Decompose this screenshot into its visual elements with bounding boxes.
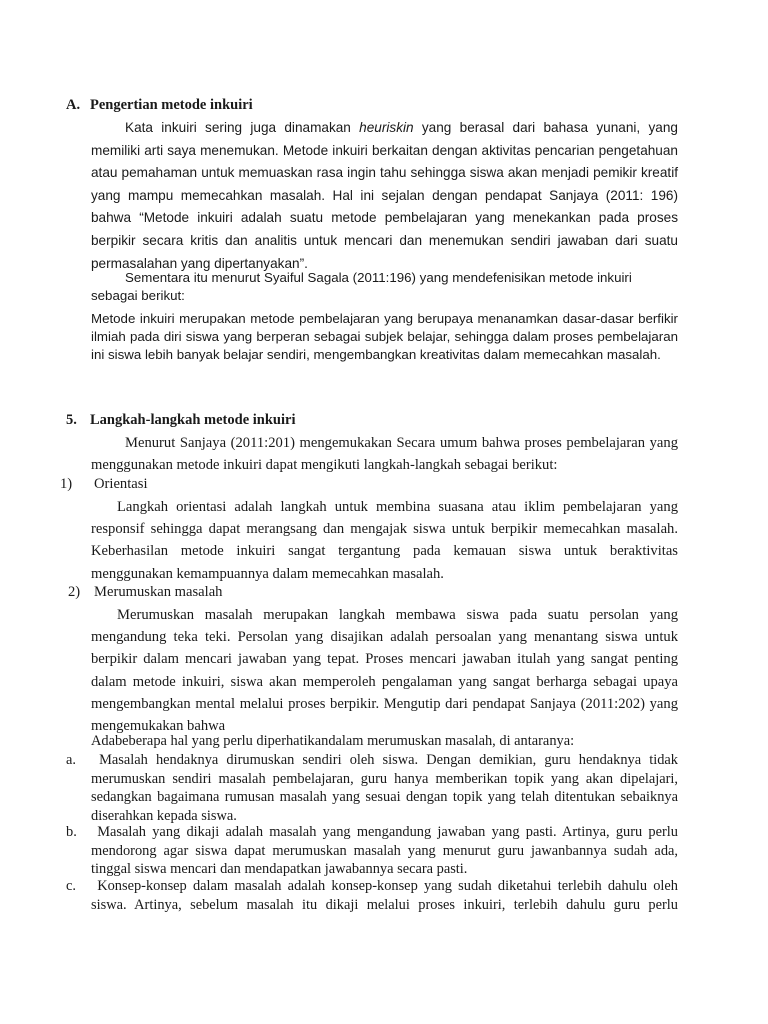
- para1-italic-term: heuriskin: [359, 120, 414, 135]
- list-item-a-first-line: Masalah hendaknya dirumuskan sendiri oleh siswa. Dengan demikian, guru hendaknya tidak: [99, 752, 678, 768]
- list-item-c: [66, 877, 678, 914]
- definition-quote: Metode inkuiri merupakan metode pembelajaran yang berupaya menanamkan dasar-dasar berfikir ilmiah pada diri siswa yang berperan sebagai subjek belajar, sehingga dalam proses pembelajaran ini siswa lebih banyak belajar sendiri, mengembangkan kreativitas dalam memecahkan masalah.: [91, 311, 678, 362]
- section-5-heading: [66, 412, 295, 429]
- para1-text-pre: Kata inkuiri sering juga dinamakan: [125, 120, 360, 135]
- section-5-marker: 5.: [66, 412, 77, 428]
- section-a-paragraph-2: [91, 269, 678, 305]
- step-1-body-text: Langkah orientasi adalah langkah untuk membina suasana atau iklim pembelajaran yang responsif sehingga dapat merangsang dan mengajak siswa untuk berpikir memecahkan masalah. Keberhasilan metode inkuiri sangat tergantung pada kemauan siswa untuk beraktivitas menggunakan kemampuannya dalam memecahkan masalah.: [91, 499, 678, 582]
- section-5-intro-text: Menurut Sanjaya (2011:201) mengemukakan Secara umum bahwa proses pembelajaran yang menggunakan metode inkuiri dapat mengikuti langkah-langkah sebagai berikut:: [91, 435, 678, 474]
- list-item-b-rest: mendorong agar siswa dapat merumuskan masalah yang menurut guru jawanbannya sudah ada, tinggal siswa mencari dan mendapatkan jawabannya secara pasti.: [91, 842, 678, 878]
- list-item-c-first-line: Konsep-konsep dalam masalah adalah konsep-konsep yang sudah diketahui terlebih dahulu oleh: [97, 878, 678, 894]
- list-intro: Adabeberapa hal yang perlu diperhatikandalam merumuskan masalah, di antaranya:: [91, 733, 575, 749]
- section-a-title: Pengertian metode inkuiri: [90, 97, 253, 113]
- para1-text-post: yang berasal dari bahasa yunani, yang memiliki arti saya menemukan. Metode inkuiri berkaitan dengan aktivitas pencarian pengetahuan atau pemahaman untuk memuaskan rasa ingin tahu sehingga siswa akan menjadi pemikir kreatif yang mampu memecahkan masalah. Hal ini sejalan dengan pendapat Sanjaya (2011: 196) bahwa “Metode inkuiri adalah suatu metode pembelajaran yang menekankan pada proses berpikir secara kritis dan analitis untuk mencari dan menemukan sendiri jawaban dari suatu permasalahan yang dipertanyakan”.: [91, 120, 678, 271]
- list-item-a: [66, 751, 678, 825]
- step-1-marker: 1): [60, 476, 73, 492]
- list-item-b-first-line: Masalah yang dikaji adalah masalah yang mengandung jawaban yang pasti. Artinya, guru perlu: [97, 824, 679, 840]
- list-item-b: [66, 823, 679, 879]
- step-1-title: Orientasi: [94, 476, 148, 492]
- list-item-b-marker: b.: [66, 824, 77, 840]
- step-2-body: [91, 604, 678, 737]
- step-2-heading: [68, 584, 222, 601]
- step-1-heading: [60, 476, 148, 493]
- list-item-c-rest: siswa. Artinya, sebelum masalah itu dikaji melalui proses inkuiri, terlebih dahulu guru perlu: [91, 896, 678, 913]
- list-item-c-marker: c.: [66, 878, 76, 894]
- section-5-title: Langkah-langkah metode inkuiri: [90, 412, 296, 428]
- step-1-body: [91, 496, 678, 585]
- list-item-a-marker: a.: [66, 752, 76, 768]
- section-5-intro: [91, 432, 678, 476]
- para2-text: Sementara itu menurut Syaiful Sagala (2011:196) yang mendefenisikan metode inkuiri sebagai berikut:: [91, 270, 632, 303]
- section-a-paragraph-1: [91, 117, 678, 275]
- step-2-body-text: Merumuskan masalah merupakan langkah membawa siswa pada suatu persolan yang mengandung teka teki. Persolan yang disajikan adalah persoalan yang menantang siswa untuk berpikir dalam mencari jawaban yang tepat. Proses mencari jawaban itulah yang sangat penting dalam metode inkuiri, siswa akan memperoleh pengalaman yang sangat berharga sebagai upaya mengembangkan mental melalui proses berpikir. Mengutip dari pendapat Sanjaya (2011:202) yang mengemukakan bahwa: [91, 607, 678, 735]
- step-2-marker: 2): [68, 584, 81, 600]
- list-item-a-rest: merumuskan sendiri masalah pembelajaran, guru hanya memberikan topik yang akan dipelajari, sedangkan bagaimana rumusan masalah yang sesuai dengan topik yang telah ditentukan sebaiknya diserahkan kepada siswa.: [91, 770, 678, 824]
- section-a-marker: A.: [66, 97, 81, 113]
- step-2-title: Merumuskan masalah: [94, 584, 223, 600]
- section-a-heading: [66, 97, 253, 114]
